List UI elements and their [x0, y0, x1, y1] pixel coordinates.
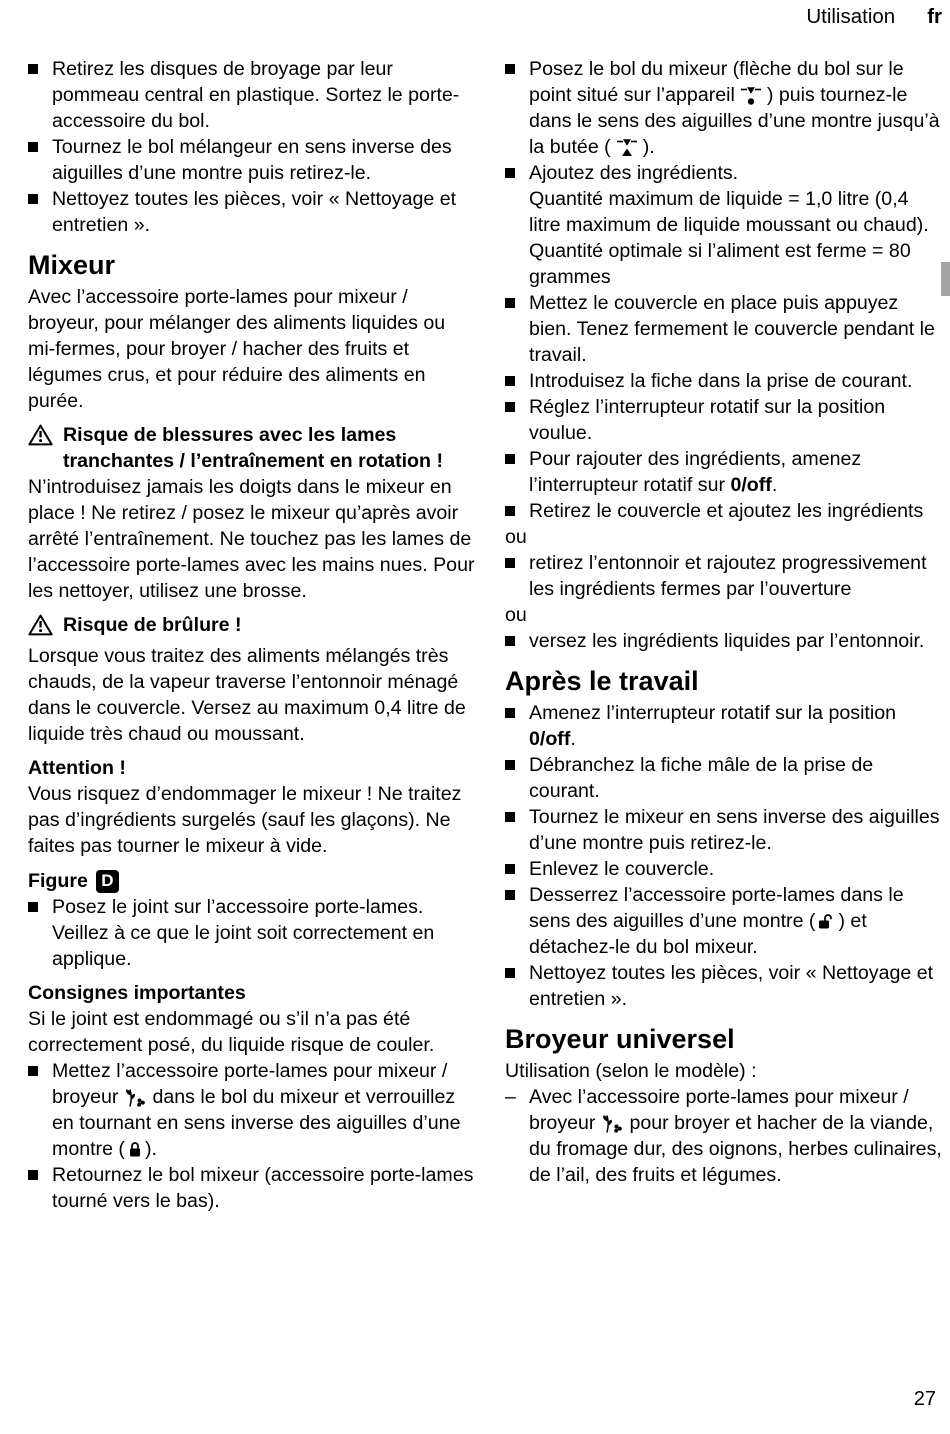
bullet-text [529, 160, 942, 290]
list-item [505, 394, 942, 446]
header-section-title: Utilisation [806, 5, 896, 28]
list-item [28, 1058, 475, 1162]
bullet-square-icon [505, 64, 515, 74]
consignes-heading: Consignes importantes [28, 982, 246, 1004]
bullet-text [52, 1058, 475, 1162]
bullet-text: retirez l’entonnoir et rajoutez progressivement les ingrédients fermes par l’ouverture [529, 552, 927, 600]
list-item [505, 628, 942, 654]
paragraph: Utilisation (selon le modèle) : [505, 1060, 757, 1082]
text-run: ) et détachez-le du bol mixeur. [529, 910, 867, 958]
list-item [28, 56, 475, 134]
text-run: dans le bol du mixeur et verrouillez en tournant en sens inverse des aiguilles d’une montre ( [52, 1086, 461, 1160]
bullet-text: Tournez le bol mélangeur en sens inverse des aiguilles d’une montre puis retirez-le. [52, 136, 452, 184]
warning-block [28, 612, 475, 643]
bullet-text: Tournez le mixeur en sens inverse des aiguilles d’une montre puis retirez-le. [529, 806, 940, 854]
bullet-square-icon [28, 194, 38, 204]
bullet-square-icon [28, 902, 38, 912]
list-item [505, 752, 942, 804]
bullet-square-icon [505, 558, 515, 568]
list-item [505, 550, 942, 602]
list-item [505, 160, 942, 290]
page-number: 27 [913, 1388, 936, 1410]
lock-closed-icon [128, 1141, 142, 1158]
connector-word: ou [505, 604, 527, 626]
bullet-text [529, 882, 942, 960]
bullet-square-icon [505, 298, 515, 308]
bullet-square-icon [505, 168, 515, 178]
text-run: ). [642, 136, 655, 158]
bullet-square-icon [505, 506, 515, 516]
list-item [28, 894, 475, 972]
bullet-text: Retournez le bol mixeur (accessoire porte-lames tourné vers le bas). [52, 1164, 474, 1212]
list-item [505, 882, 942, 960]
text-run: . [771, 474, 778, 496]
bullet-square-icon [505, 760, 515, 770]
section-heading-broyeur-universel: Broyeur universel [505, 1024, 735, 1054]
figure-caption [28, 868, 475, 894]
header-language-code: fr [927, 5, 942, 28]
list-item [505, 290, 942, 368]
warning-title: Risque de brûlure ! [63, 614, 242, 636]
paragraph: Avec l’accessoire porte-lames pour mixeur / broyeur, pour mélanger des aliments liquides ou mi-fermes, pour broyer / hacher des fruits et légumes crus, et pour réduire des aliments en purée. [28, 286, 446, 412]
list-item [28, 134, 475, 186]
text-run: ). [144, 1138, 157, 1160]
bullet-text: versez les ingrédients liquides par l’entonnoir. [529, 630, 925, 652]
list-item [505, 804, 942, 856]
bullet-square-icon [505, 402, 515, 412]
paragraph: Si le joint est endommagé ou s’il n’a pas été correctement posé, du liquide risque de couler. [28, 1008, 435, 1056]
list-item [505, 446, 942, 498]
bullet-text: Mettez le couvercle en place puis appuyez bien. Tenez fermement le couvercle pendant le travail. [529, 292, 935, 366]
bullet-text: Retirez le couvercle et ajoutez les ingrédients [529, 500, 924, 522]
bullet-square-icon [28, 1066, 38, 1076]
list-item [28, 186, 475, 238]
text-run: Mettez l’accessoire porte-lames pour mixeur / broyeur [52, 1060, 448, 1108]
text-run: Quantité maximum de liquide = 1,0 litre (0,4 litre maximum de liquide moussant ou chaud). [529, 188, 929, 236]
warning-triangle-icon [28, 422, 54, 474]
text-run: Pour rajouter des ingrédients, amenez l’interrupteur rotatif sur [529, 448, 862, 496]
text-run-bold: 0/off [529, 728, 571, 750]
right-column [505, 56, 942, 1188]
warning-block [28, 422, 475, 474]
warning-body: Lorsque vous traitez des aliments mélangés très chauds, de la vapeur traverse l’entonnoir ménagé dans le couvercle. Versez au maximum 0,4 litre de liquide très chaud ou moussant. [28, 645, 466, 745]
text-run: . [570, 728, 576, 750]
paragraph: Vous risquez d’endommager le mixeur ! Ne traitez pas d’ingrédients surgelés (sauf les glaçons). Ne faites pas tourner le mixeur à vide. [28, 783, 462, 857]
list-item [28, 1162, 475, 1214]
bullet-square-icon [505, 376, 515, 386]
warning-triangle-icon [28, 612, 54, 643]
bullet-text: Retirez les disques de broyage par leur pommeau central en plastique. Sortez le porte-accessoire du bol. [52, 58, 460, 132]
bullet-square-icon [505, 708, 515, 718]
page-edge-tab [941, 262, 950, 296]
section-heading-apres-le-travail: Après le travail [505, 666, 699, 696]
text-run: Desserrez l’accessoire porte-lames dans le sens des aiguilles d’une montre ( [529, 884, 904, 932]
bullet-text [529, 56, 942, 160]
bullet-square-icon [505, 454, 515, 464]
mixer-blade-herb-icon [600, 1113, 624, 1134]
connector-word: ou [505, 526, 527, 548]
bullet-square-icon [505, 812, 515, 822]
list-item [505, 700, 942, 752]
bullet-text: Nettoyez toutes les pièces, voir « Nettoyage et entretien ». [52, 188, 457, 236]
text-run: Ajoutez des ingrédients. [529, 162, 739, 184]
figure-label: Figure [28, 870, 88, 892]
bullet-square-icon [505, 890, 515, 900]
list-item [505, 56, 942, 160]
bullet-square-icon [28, 142, 38, 152]
bullet-text: Posez le joint sur l’accessoire porte-lames. Veillez à ce que le joint soit correctement en applique. [52, 896, 435, 970]
text-run: Quantité optimale si l’aliment est ferme = 80 grammes [529, 240, 911, 288]
attention-heading: Attention ! [28, 757, 126, 779]
page-header [806, 4, 942, 30]
text-run: ) puis tournez-le dans le sens des aiguilles d’une montre jusqu’à la butée ( [529, 84, 940, 158]
list-item [505, 856, 942, 882]
dash-text [529, 1084, 942, 1188]
bullet-text: Introduisez la fiche dans la prise de courant. [529, 370, 913, 392]
dash-marker: – [505, 1086, 516, 1108]
list-item-dash [505, 1084, 942, 1188]
align-arrow-stop-icon [616, 137, 638, 159]
bullet-square-icon [28, 1170, 38, 1180]
bullet-text: Enlevez le couvercle. [529, 858, 715, 880]
bullet-square-icon [28, 64, 38, 74]
lock-open-icon [818, 913, 835, 930]
bullet-text: Débranchez la fiche mâle de la prise de courant. [529, 754, 874, 802]
mixer-blade-herb-icon [123, 1087, 147, 1108]
text-run: Avec l’accessoire porte-lames pour mixeur / broyeur [529, 1086, 909, 1134]
bullet-text: Réglez l’interrupteur rotatif sur la position voulue. [529, 396, 886, 444]
text-run: Posez le bol du mixeur (flèche du bol sur le point situé sur l’appareil [529, 58, 904, 106]
bullet-text: Nettoyez toutes les pièces, voir « Nettoyage et entretien ». [529, 962, 934, 1010]
text-run: Amenez l’interrupteur rotatif sur la position [529, 702, 897, 724]
align-arrow-dot-icon [740, 85, 762, 107]
bullet-square-icon [505, 864, 515, 874]
list-item [505, 498, 942, 524]
list-item [505, 960, 942, 1012]
warning-title: Risque de blessures avec les lames tranchantes / l’entraînement en rotation ! [63, 424, 443, 472]
bullet-text [529, 700, 942, 752]
text-run: pour broyer et hacher de la viande, du fromage dur, des oignons, herbes culinaires, de l’ail, des fruits et légumes. [529, 1112, 942, 1186]
bullet-square-icon [505, 636, 515, 646]
bullet-square-icon [505, 968, 515, 978]
text-run-bold: 0/off [730, 474, 772, 496]
list-item [505, 368, 942, 394]
section-heading-mixeur: Mixeur [28, 250, 116, 280]
figure-letter-badge: D [96, 870, 119, 893]
bullet-text [529, 446, 942, 498]
warning-body: N’introduisez jamais les doigts dans le mixeur en place ! Ne retirez / posez le mixeur qu’après avoir arrêté l’entraînement. Ne touchez pas les lames de l’accessoire porte-lames avec les mains nues. Pour les nettoyer, utilisez une brosse. [28, 476, 475, 602]
left-column [28, 56, 475, 1214]
